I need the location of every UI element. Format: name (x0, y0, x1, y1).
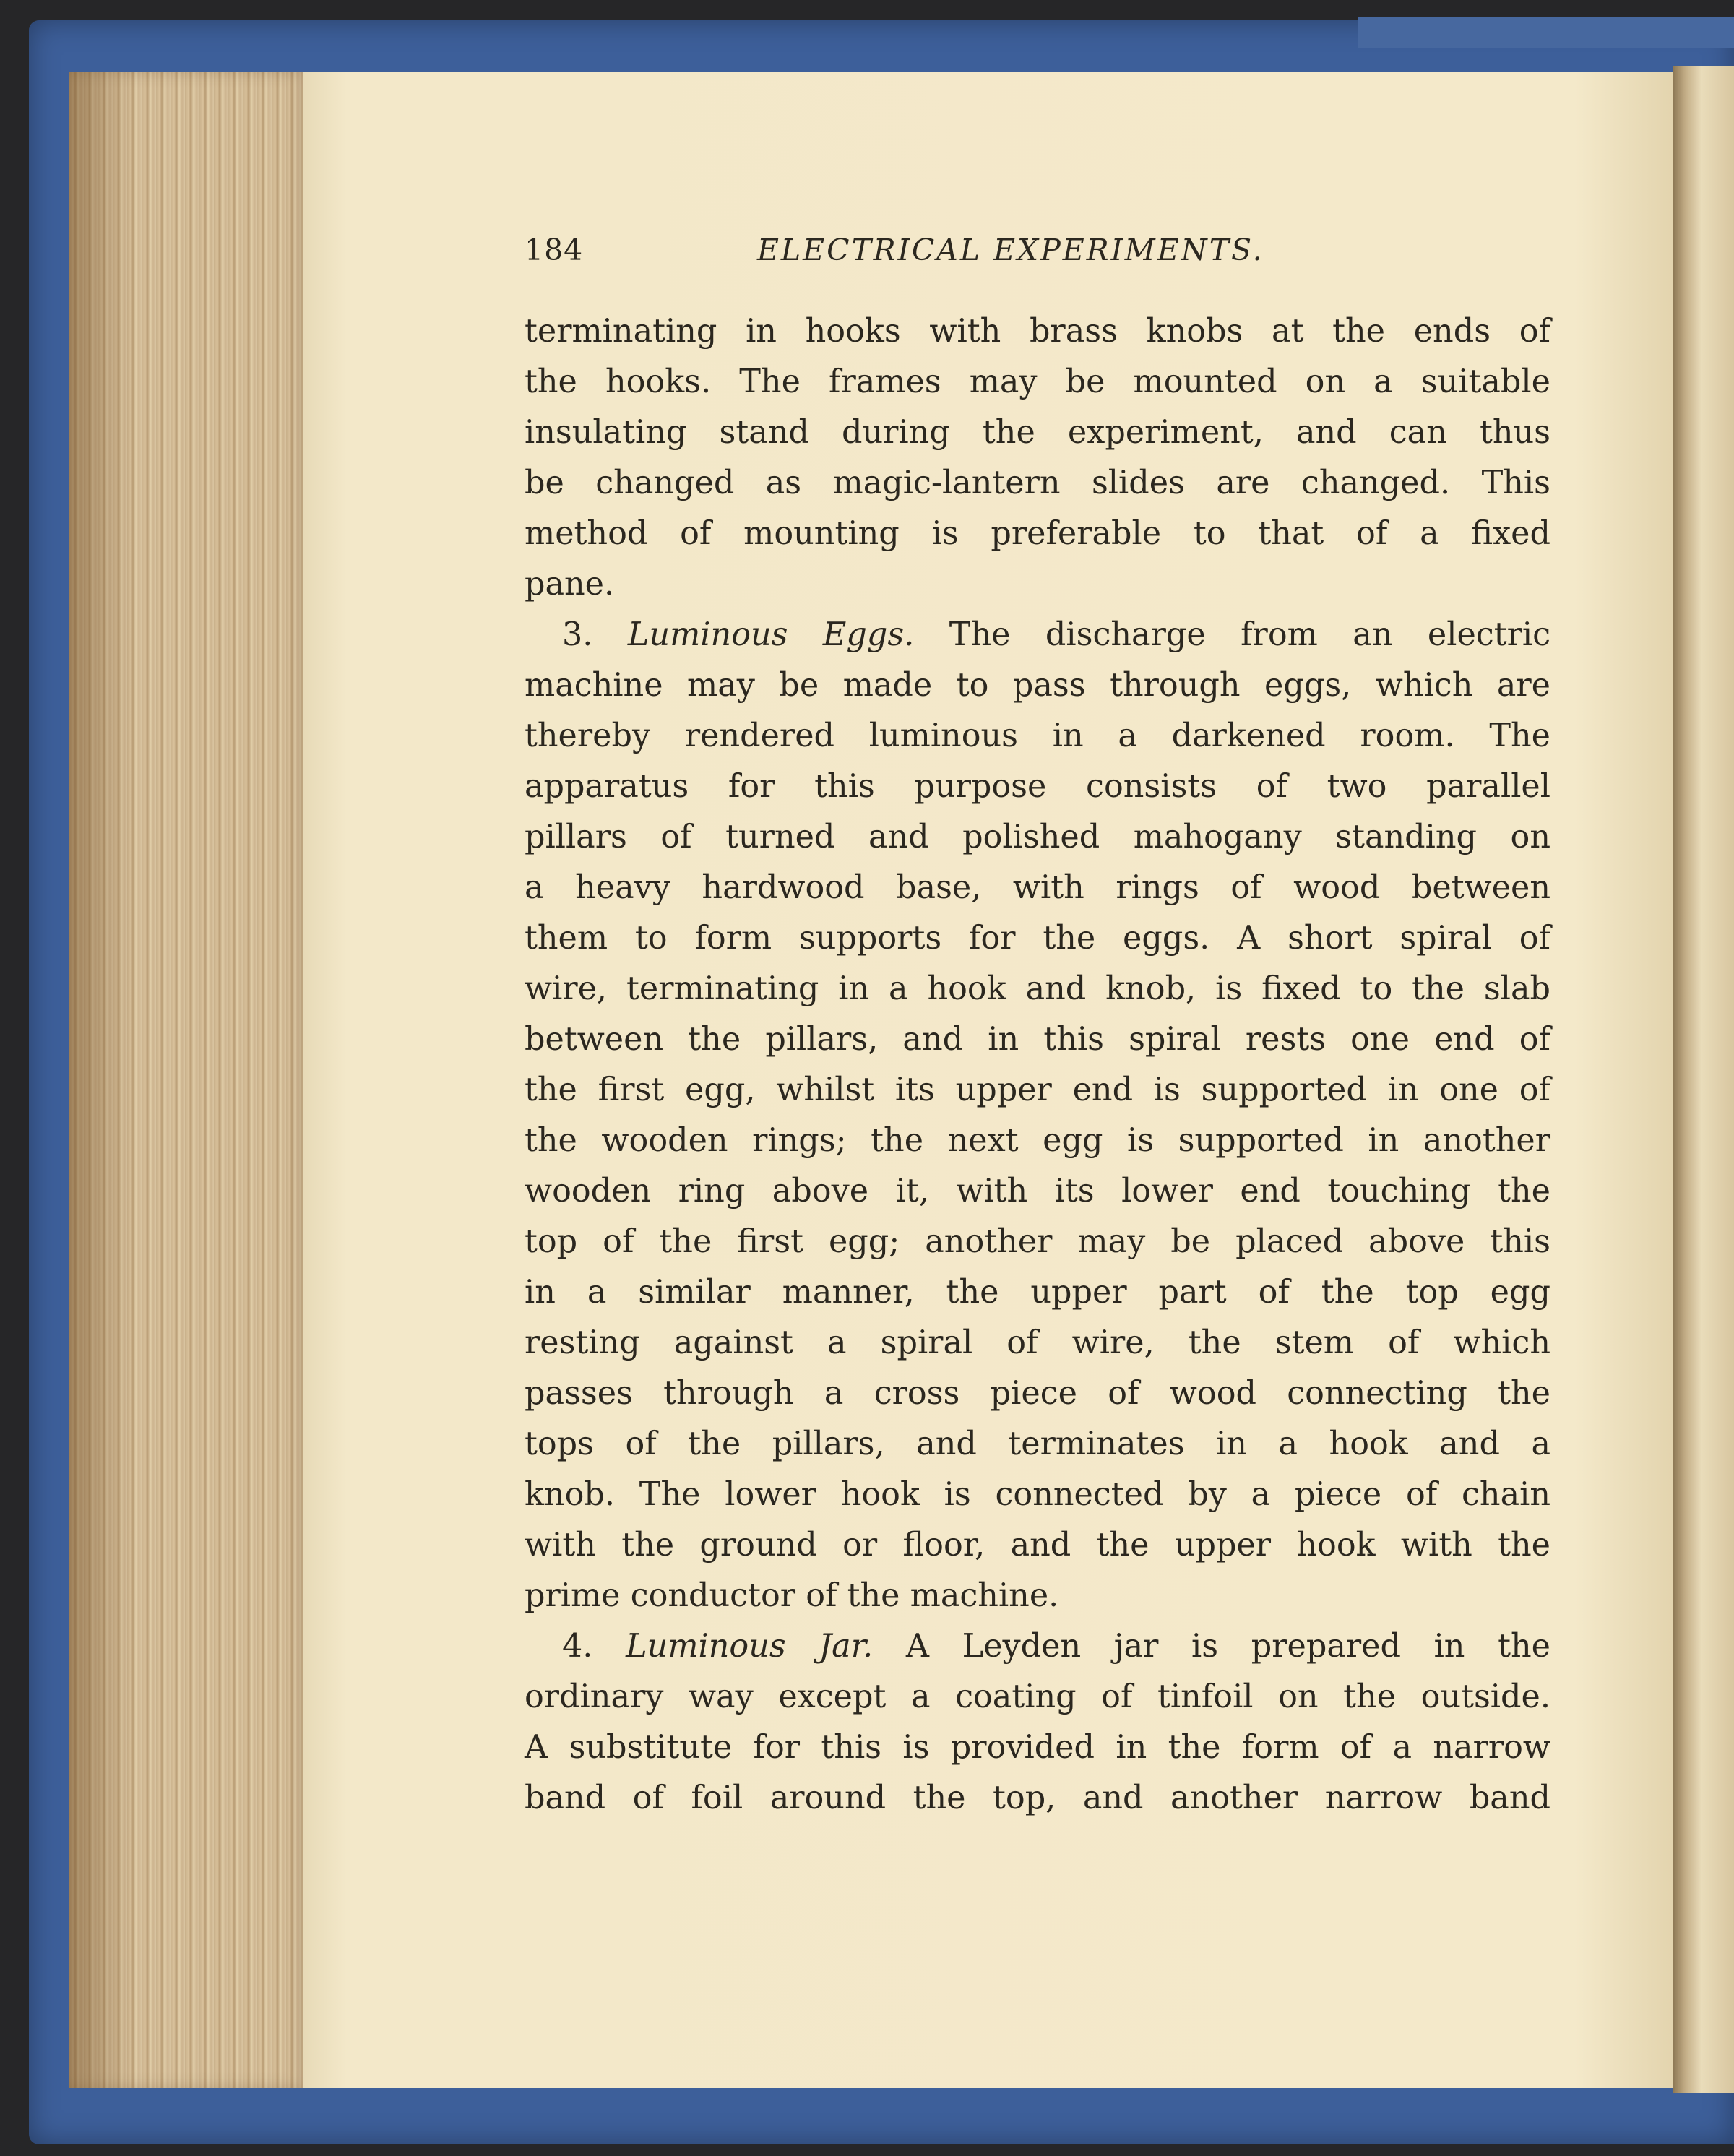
cover-edge (1358, 17, 1734, 48)
section-text: A Leyden jar is prepared in the (873, 1628, 1550, 1665)
text-line: in a similar manner, the upper part of the top egg (525, 1274, 1550, 1311)
text-line: method of mounting is preferable to that of a fixed (525, 515, 1550, 552)
text-line: knob. The lower hook is connected by a piece of chain (525, 1476, 1550, 1513)
text-line: band of foil around the top, and another narrow band (525, 1780, 1550, 1816)
text-line: top of the first egg; another may be placed above this (525, 1223, 1550, 1260)
text-line: insulating stand during the experiment, and can thus (525, 414, 1550, 451)
text-line: the hooks. The frames may be mounted on a suitable (525, 363, 1550, 400)
page-number: 184 (525, 233, 584, 267)
text-line: tops of the pillars, and terminates in a hook and a (525, 1426, 1550, 1462)
section-heading-line (525, 1621, 1550, 1672)
text-line: with the ground or floor, and the upper hook with the (525, 1527, 1550, 1564)
text-line: be changed as magic-lantern slides are changed. This (525, 465, 1550, 501)
section-text: The discharge from an electric (914, 616, 1551, 653)
text-line: A substitute for this is provided in the form of a narrow (525, 1729, 1550, 1766)
section-title: Luminous Jar. (626, 1628, 874, 1665)
running-title: ELECTRICAL EXPERIMENTS. (757, 233, 1264, 267)
text-line: ordinary way except a coating of tinfoil on the outside. (525, 1678, 1550, 1715)
text-line: prime conductor of the machine. (525, 1577, 1059, 1614)
text-line: thereby rendered luminous in a darkened room. The (525, 717, 1550, 754)
section-title: Luminous Eggs. (627, 616, 915, 653)
text-line: a heavy hardwood base, with rings of wood between (525, 869, 1550, 906)
text-line: resting against a spiral of wire, the stem of which (525, 1324, 1550, 1361)
text-line: them to form supports for the eggs. A short spiral of (525, 920, 1550, 957)
text-line: wire, terminating in a hook and knob, is fixed to the slab (525, 970, 1550, 1007)
text-line: the first egg, whilst its upper end is supported in one of (525, 1071, 1550, 1108)
section-number: 4. (562, 1628, 626, 1665)
text-line: pillars of turned and polished mahogany standing on (525, 819, 1550, 855)
text-line: machine may be made to pass through eggs, which are (525, 667, 1550, 704)
running-header (525, 233, 1334, 276)
section-number: 3. (562, 616, 628, 653)
page-gutter (1673, 66, 1734, 2093)
text-line: apparatus for this purpose consists of two parallel (525, 768, 1550, 805)
text-line: terminating in hooks with brass knobs at the ends of (525, 313, 1550, 350)
text-line: wooden ring above it, with its lower end touching the (525, 1173, 1550, 1209)
text-line: between the pillars, and in this spiral rests one end of (525, 1021, 1550, 1058)
text-line: pane. (525, 566, 615, 603)
fore-edge-shadow (69, 72, 134, 2088)
text-line: passes through a cross piece of wood connecting the (525, 1375, 1550, 1412)
section-heading-line (525, 610, 1550, 660)
body-text (525, 306, 1550, 1824)
text-line: the wooden rings; the next egg is supported in another (525, 1122, 1550, 1159)
